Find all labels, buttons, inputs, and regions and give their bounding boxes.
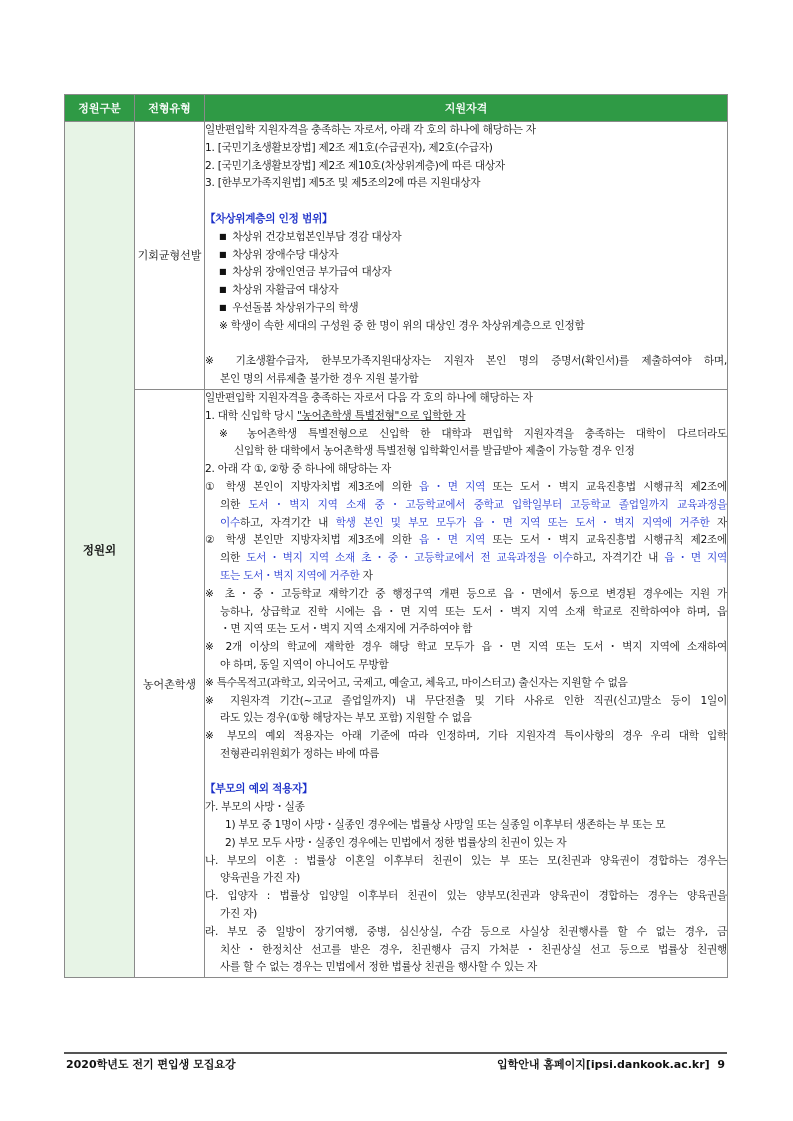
footer-homepage <box>497 1056 725 1072</box>
bullet-item: ■ 우선돌봄 차상위가구의 학생 <box>205 300 727 318</box>
homepage-link[interactable]: 입학안내 홈페이지[ipsi.dankook.ac.kr] <box>497 1058 710 1071</box>
text-span: 자 <box>709 516 727 529</box>
category-cell: 정원외 <box>65 122 135 978</box>
highlight-span: 이수 <box>220 516 240 529</box>
note-line: ※ 기초생활수급자, 한부모가족지원대상자는 지원자 본인 명의 증명서(확인서)를 제출하여야 하며, <box>205 355 727 368</box>
section-heading: 【차상위계층의 인정 범위】 <box>205 212 333 225</box>
note-line: ・면 지역 또는 도서・벽지 지역 소재지에 거주하여야 함 <box>220 623 473 636</box>
header-type: 전형유형 <box>135 95 205 122</box>
text-line: 다. 입양자 : 법률상 입양일 이후부터 친권이 있는 양부모(친권과 양육권이 경합하는 경우는 양육권을 <box>205 890 727 903</box>
note-line: ※ 2개 이상의 학교에 재학한 경우 해당 학교 모두가 읍・면 지역 또는 도서・벽지 지역에 소재하여 <box>205 641 727 654</box>
text-line <box>205 497 727 515</box>
highlight-span: 학생 본인 및 부모 모두가 읍・면 지역 또는 도서・벽지 지역에 거주한 <box>335 516 710 529</box>
text-line <box>205 550 727 568</box>
bullet-item: ■ 차상위 건강보험본인부담 경감 대상자 <box>205 229 727 247</box>
text-line: 치산・한정치산 선고를 받은 경우, 친권행사 금지 가처분・친권상실 선고 등으로 법률상 친권행 <box>220 943 727 956</box>
text-line: 일반편입학 지원자격을 충족하는 자로서 다음 각 호의 하나에 해당하는 자 <box>205 391 533 404</box>
bullet-item: ■ 차상위 장애수당 대상자 <box>205 247 727 265</box>
table-header-row <box>65 95 728 122</box>
text-line <box>205 479 727 497</box>
text-line: 3. [한부모가족지원법] 제5조 및 제5조의2에 따른 지원대상자 <box>205 177 481 190</box>
text-line: 라. 부모 중 일방이 장기여행, 중병, 심신상실, 수감 등으로 사실상 친권행사를 할 수 없는 경우, 금 <box>205 925 727 938</box>
note-line: ※ 농어촌학생 특별전형으로 신입학 한 대학과 편입학 지원자격을 충족하는 대학이 다르더라도 <box>219 427 727 440</box>
footer-title: 2020학년도 전기 편입생 모집요강 <box>66 1058 236 1071</box>
table-row <box>65 122 728 390</box>
note-line: ※ 초・중・고등학교 재학기간 중 행정구역 개편 등으로 읍・면에서 동으로 변경된 경우에는 지원 가 <box>205 587 727 600</box>
text-span: 의한 <box>220 498 249 511</box>
highlight-span: 읍・면 지역 <box>418 534 486 547</box>
text-span: 자 <box>359 569 373 582</box>
highlight-span: 읍・면 지역 <box>418 480 486 493</box>
text-line: 나. 부모의 이혼 : 법률상 이혼일 이후부터 친권이 있는 부 또는 모(친권과 양육권이 경합하는 경우는 <box>205 854 727 867</box>
bullet-item: ■ 차상위 자활급여 대상자 <box>205 282 727 300</box>
text-span: 하고, 자격기간 내 <box>572 552 665 565</box>
text-line <box>205 408 727 426</box>
text-line: 양육권을 가진 자) <box>220 872 301 885</box>
highlight-span: 또는 도서・벽지 지역에 거주한 <box>220 569 360 582</box>
text-line: 1. [국민기초생활보장법] 제2조 제1호(수급권자), 제2호(수급자) <box>205 141 493 154</box>
text-line: 가. 부모의 사망・실종 <box>205 801 305 814</box>
note-line: 야 하며, 동일 지역이 아니어도 무방함 <box>220 658 389 671</box>
highlight-span: 읍・면 지역 <box>664 552 727 565</box>
footer-divider <box>64 1052 727 1054</box>
text-line: 가진 자) <box>220 908 257 921</box>
text-line: 2. [국민기초생활보장법] 제2조 제10호(차상위계층)에 따른 대상자 <box>205 159 505 172</box>
text-span: ① 학생 본인이 지방자치법 제3조에 의한 <box>205 480 419 493</box>
text-line: 일반편입학 지원자격을 충족하는 자로서, 아래 각 호의 하나에 해당하는 자 <box>205 124 536 136</box>
eligibility-table <box>64 94 728 978</box>
header-category: 정원구분 <box>65 95 135 122</box>
text-line: 2) 부모 모두 사망・실종인 경우에는 민법에서 정한 법률상의 친권이 있는 자 <box>225 836 567 849</box>
qualification-cell-opportunity <box>205 122 728 390</box>
page-number: 9 <box>717 1058 725 1071</box>
note-line: 라도 있는 경우(①항 해당자는 부모 포함) 지원할 수 없음 <box>220 712 472 725</box>
text-line <box>205 532 727 550</box>
text-line <box>205 568 727 586</box>
text-span: 하고, 자격기간 내 <box>239 516 336 529</box>
text-span: 또는 도서・벽지 교육진흥법 시행규칙 제2조에 <box>485 480 727 493</box>
note-line: 신입학 한 대학에서 농어촌학생 특별전형 입학확인서를 발급받아 제출이 가능할 경우 인정 <box>234 445 635 458</box>
table-row <box>65 389 728 977</box>
note-line: ※ 부모의 예외 적용자는 아래 기준에 따라 인정하며, 기타 지원자격 특이사항의 경우 우리 대학 입학 <box>205 730 727 743</box>
text-span: 의한 <box>220 552 247 565</box>
section-heading: 【부모의 예외 적용자】 <box>205 783 313 796</box>
note-line: ※ 특수목적고(과학고, 외국어고, 국제고, 예술고, 체육고, 마이스터고) 출신자는 지원할 수 없음 <box>205 676 628 689</box>
note-line: 능하나, 상급학교 진학 시에는 읍・면 지역 또는 도서・벽지 지역 소재 학교로 진학하여야 하며, 읍 <box>220 605 727 618</box>
text-span: 또는 도서・벽지 교육진흥법 시행규칙 제2조에 <box>485 534 727 547</box>
text-line: 사를 할 수 없는 경우는 민법에서 정한 법률상 친권을 행사할 수 있는 자 <box>220 961 537 974</box>
qualification-cell-rural <box>205 389 728 977</box>
underlined-span: "농어촌학생 특별전형"으로 입학한 자 <box>296 409 466 422</box>
text-span: ② 학생 본인만 지방자치법 제3조에 의한 <box>205 534 419 547</box>
note-line: ※ 학생이 속한 세대의 구성원 중 한 명이 위의 대상인 경우 차상위계층으로 인정함 <box>219 319 585 332</box>
note-line: 본인 명의 서류제출 불가한 경우 지원 불가함 <box>220 373 419 386</box>
text-span: 1. 대학 신입학 당시 <box>205 409 297 422</box>
highlight-span: 도서・벽지 지역 소재 초・중・고등학교에서 전 교육과정을 이수 <box>246 552 573 565</box>
note-line: ※ 지원자격 기간(~고교 졸업일까지) 내 무단전출 및 기타 사유로 인한 직권(신고)말소 등이 1일이 <box>205 694 727 707</box>
bullet-item: ■ 차상위 장애인연금 부가급여 대상자 <box>205 264 727 282</box>
header-qualification: 지원자격 <box>205 95 728 122</box>
type-cell-rural: 농어촌학생 <box>135 389 205 977</box>
highlight-span: 도서・벽지 지역 소재 중・고등학교에서 중학교 입학일부터 고등학교 졸업일까지 교육과정을 <box>248 498 727 511</box>
text-line: 2. 아래 각 ①, ②항 중 하나에 해당하는 자 <box>205 463 391 476</box>
note-line: 전형관리위원회가 정하는 바에 따름 <box>220 747 380 760</box>
text-line <box>205 515 727 533</box>
type-cell-opportunity: 기회균형선발 <box>135 122 205 390</box>
text-line: 1) 부모 중 1명이 사망・실종인 경우에는 법률상 사망일 또는 실종일 이후부터 생존하는 부 또는 모 <box>225 819 666 832</box>
